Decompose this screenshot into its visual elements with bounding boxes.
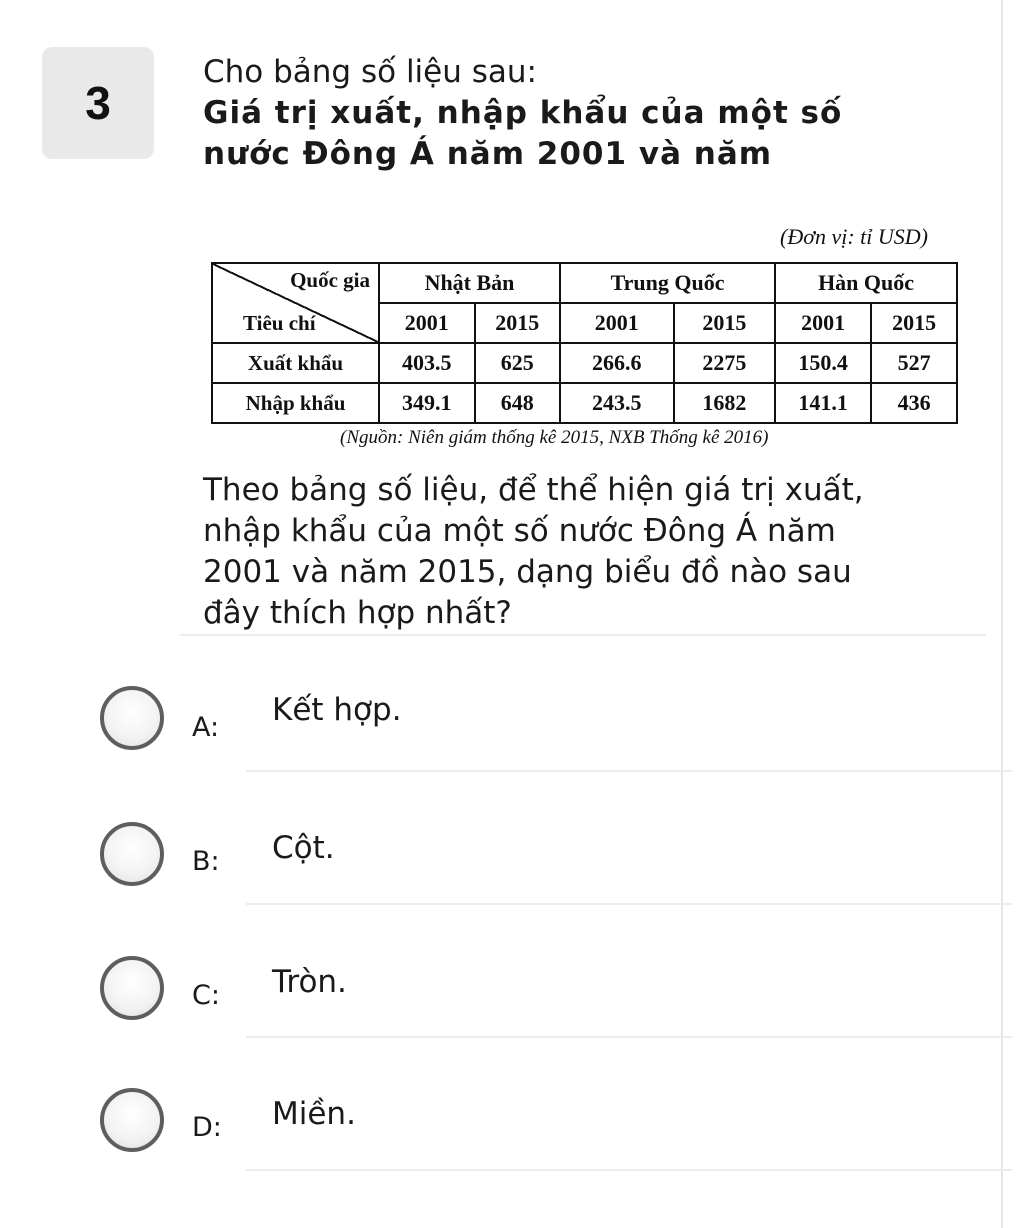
question-line-1: Cho bảng số liệu sau: [203,54,537,90]
row-label: Nhập khẩu [212,383,379,423]
table-cell: 243.5 [560,383,674,423]
table-cell: 403.5 [379,343,475,383]
question-number-badge [42,47,154,159]
divider [246,770,1012,772]
option-text: Cột. [272,830,335,866]
option-letter: C: [192,980,220,1011]
question-number: 3 [85,77,111,129]
prompt-line-1: Theo bảng số liệu, để thể hiện giá trị xuất, [203,472,864,508]
question-line-3: nước Đông Á năm 2001 và năm [203,136,773,172]
option-letter: D: [192,1112,222,1143]
divider [180,634,986,636]
table-corner-cell [212,263,379,343]
table-header-row [212,263,957,303]
table-cell: 1682 [674,383,776,423]
option-letter: B: [192,846,220,877]
corner-label-criteria: Tiêu chí [243,311,316,335]
answer-option-b[interactable] [96,822,996,912]
table-cell: 625 [475,343,560,383]
year-header: 2015 [674,303,776,343]
table-source-label: (Nguồn: Niên giám thống kê 2015, NXB Thống kê 2016) [340,427,769,448]
answer-option-a[interactable] [96,686,996,776]
table-cell: 2275 [674,343,776,383]
table-cell: 266.6 [560,343,674,383]
country-header: Nhật Bản [379,263,560,303]
table-cell: 648 [475,383,560,423]
year-header: 2015 [475,303,560,343]
table-cell: 436 [871,383,957,423]
radio-button[interactable] [100,686,164,750]
prompt-line-3: 2001 và năm 2015, dạng biểu đồ nào sau [203,554,852,590]
radio-button[interactable] [100,822,164,886]
table-row [212,343,957,383]
table-unit-label: (Đơn vị: tỉ USD) [780,224,928,249]
divider [246,1036,1012,1038]
question-line-2: Giá trị xuất, nhập khẩu của một số [203,95,843,131]
row-label: Xuất khẩu [212,343,379,383]
year-header: 2001 [775,303,871,343]
country-header: Hàn Quốc [775,263,957,303]
table-cell: 527 [871,343,957,383]
answer-option-c[interactable] [96,956,996,1046]
table-row [212,383,957,423]
year-header: 2001 [560,303,674,343]
option-text: Tròn. [272,964,347,1000]
option-text: Kết hợp. [272,692,402,728]
year-header: 2001 [379,303,475,343]
prompt-line-2: nhập khẩu của một số nước Đông Á năm [203,513,836,549]
year-header: 2015 [871,303,957,343]
table-cell: 150.4 [775,343,871,383]
table-cell: 349.1 [379,383,475,423]
data-table [211,262,958,424]
question-prompt [203,470,963,634]
radio-button[interactable] [100,956,164,1020]
option-letter: A: [192,712,220,743]
page-right-border [1001,0,1003,1228]
corner-label-country: Quốc gia [290,268,370,292]
table-cell: 141.1 [775,383,871,423]
question-text [203,52,983,175]
answer-option-d[interactable] [96,1088,996,1178]
country-header: Trung Quốc [560,263,775,303]
divider [246,1169,1012,1171]
option-text: Miền. [272,1096,356,1132]
divider [246,903,1012,905]
prompt-line-4: đây thích hợp nhất? [203,595,512,631]
radio-button[interactable] [100,1088,164,1152]
